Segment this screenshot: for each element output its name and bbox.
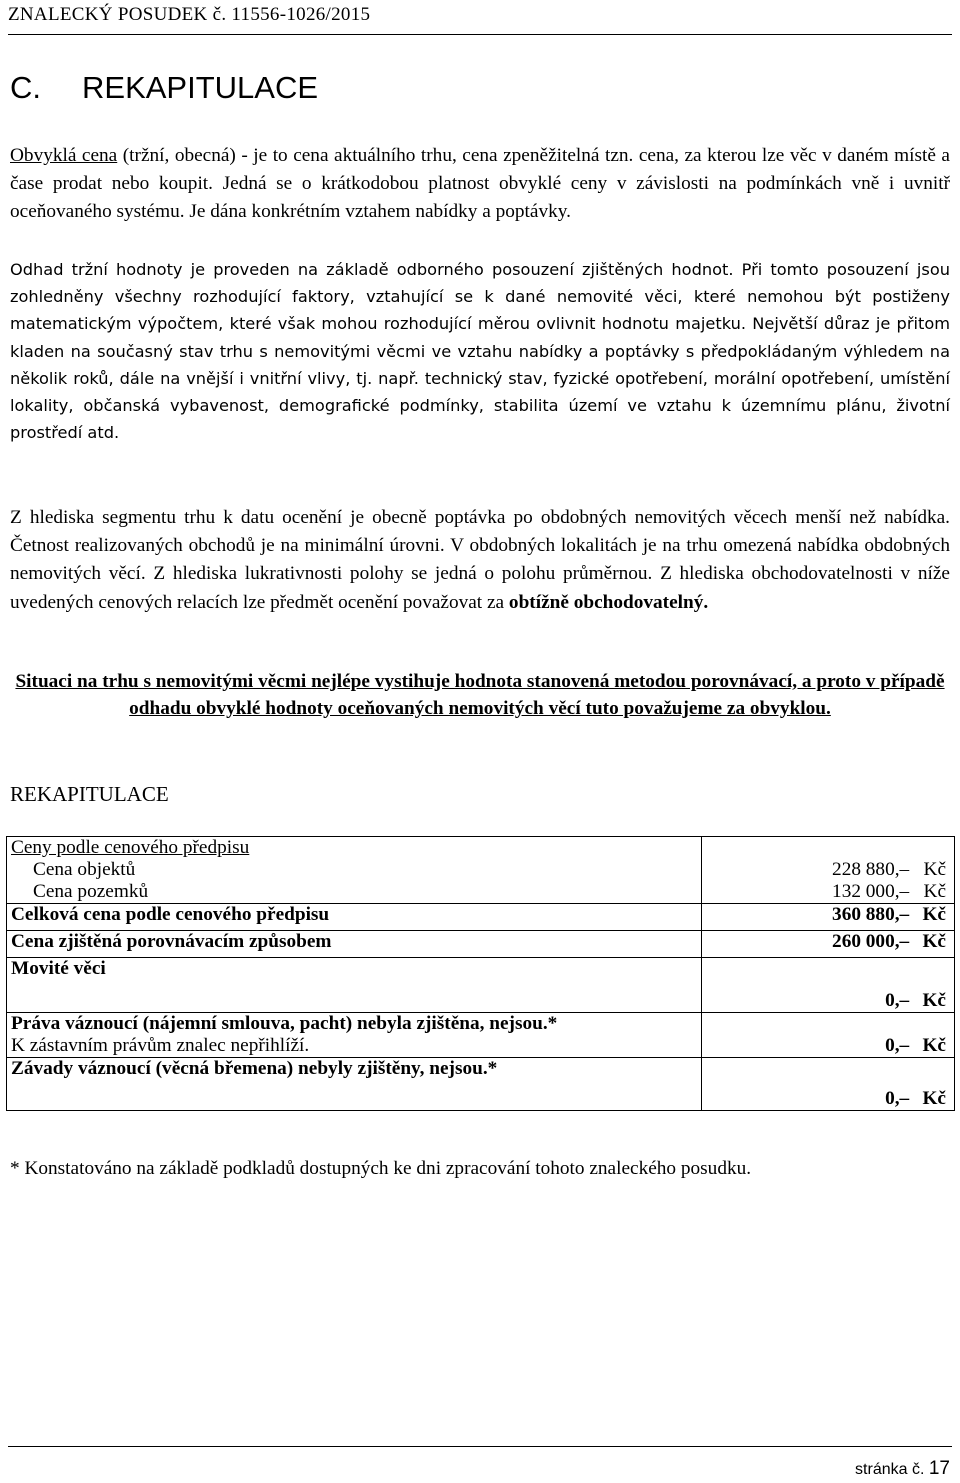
page-label: stránka č. — [855, 1461, 925, 1478]
movables-value-cell: 0,– Kč — [702, 958, 955, 1013]
defects-value: 0,– — [885, 1088, 910, 1109]
section-title-text: REKAPITULACE — [82, 70, 319, 105]
section-number: C. — [10, 70, 41, 105]
table-row — [7, 904, 955, 931]
buildings-value: 228 880,– — [832, 859, 910, 880]
table-row — [7, 931, 955, 958]
segment-paragraph — [10, 504, 950, 617]
movables-value: 0,– — [885, 990, 910, 1011]
buildings-label: Cena objektů — [33, 859, 136, 880]
intro-text: (tržní, obecná) - je to cena aktuálního trhu, cena zpeněžitelná tzn. cena, za kterou lze věc v daném místě a čase prodat nebo koupit. Jedná se o krátkodobou platnost obvyklé ceny v závislosti na podmínkách vně i uvnitř oceňovaného systému. Je dána konkrétním vztahem nabídky a poptávky. — [10, 145, 950, 222]
total-label: Celková cena podle cenového předpisu — [7, 904, 702, 931]
header-divider — [8, 34, 952, 35]
page-number-value: 17 — [928, 1458, 950, 1479]
pledge-value-cell: 0,– Kč — [702, 1013, 955, 1058]
land-label: Cena pozemků — [33, 881, 149, 902]
recap-table — [6, 836, 955, 1111]
comparative-label: Cena zjištěná porovnávacím způsobem — [7, 931, 702, 958]
table-row — [7, 837, 955, 904]
segment-emphasis: obtížně obchodovatelný. — [508, 591, 709, 613]
movables-label: Movité věci — [7, 958, 702, 1013]
footnote: * Konstatováno na základě podkladů dostupných ke dni zpracování tohoto znaleckého posudku. — [10, 1158, 752, 1179]
situation-statement: Situaci na trhu s nemovitými věcmi nejlépe vystihuje hodnota stanovená metodou porovnávací, a proto v případě odhadu obvyklé hodnoty oceňovaných nemovitých věcí tuto považujeme za obvyklou. — [15, 671, 945, 719]
pledge-value: 0,– — [885, 1035, 910, 1056]
rights-label: Práva váznoucí (nájemní smlouva, pacht) nebyla zjištěna, nejsou.* — [11, 1013, 558, 1034]
recap-title: REKAPITULACE — [10, 782, 169, 806]
defects-value-cell: 0,– Kč — [702, 1058, 955, 1111]
total-value-cell: 360 880,– Kč — [702, 904, 955, 931]
intro-paragraph — [10, 142, 950, 226]
method-paragraph: Odhad tržní hodnoty je proveden na základě odborného posouzení zjištěných hodnot. Při tomto posouzení jsou zohledněny všechny rozhodující faktory, vztahující se k dané nemovité věci, které nemohou být postiženy matematickým výpočtem, které však mohou rozhodující měrou ovlivnit hodnotu majetku. Největší důraz je přitom kladen na současný stav trhu s nemovitými věcmi ve vztahu nabídky a poptávky s předpokládaným výhledem na několik roků, dále na vnější i vnitřní vlivy, tj. např. technický stav, fyzické opotřebení, morální opotřebení, umístění lokality, občanská vybavenost, demografické podmínky, stabilita území ve vztahu k územnímu plánu, životní prostředí atd. — [10, 260, 950, 443]
price-list-values: 228 880,– Kč 132 000,– Kč — [702, 837, 955, 904]
intro-term: Obvyklá cena — [10, 145, 118, 166]
section-title — [10, 70, 318, 106]
comparative-value-cell: 260 000,– Kč — [702, 931, 955, 958]
rights-cell — [7, 1013, 702, 1058]
document-header: ZNALECKÝ POSUDEK č. 11556-1026/2015 — [8, 4, 371, 25]
defects-label: Závady váznoucí (věcná břemena) nebyly zjištěny, nejsou.* — [7, 1058, 702, 1111]
footer-divider — [8, 1446, 952, 1447]
table-row — [7, 1058, 955, 1111]
table-row — [7, 958, 955, 1013]
segment-text: Z hlediska segmentu trhu k datu ocenění je obecně poptávka po obdobných nemovitých věcech menší než nabídka. Četnost realizovaných obchodů je na minimální úrovni. V obdobných lokalitách je na trhu omezená nabídka obdobných nemovitých věcí. Z hlediska lukrativnosti polohy se jedná o polohu průměrnou. Z hlediska obchodovatelnosti v níže uvedených cenových relacích lze předmět ocenění považovat za — [10, 507, 950, 613]
page-number — [855, 1458, 950, 1480]
total-value: 360 880,– — [832, 904, 910, 925]
comparative-value: 260 000,– — [832, 931, 910, 952]
pledge-label: K zástavním právům znalec nepřihlíží. — [11, 1035, 310, 1056]
price-list-heading: Ceny podle cenového předpisu Cena objektů Cena pozemků — [7, 837, 702, 904]
table-row — [7, 1013, 955, 1058]
land-value: 132 000,– — [832, 881, 910, 902]
